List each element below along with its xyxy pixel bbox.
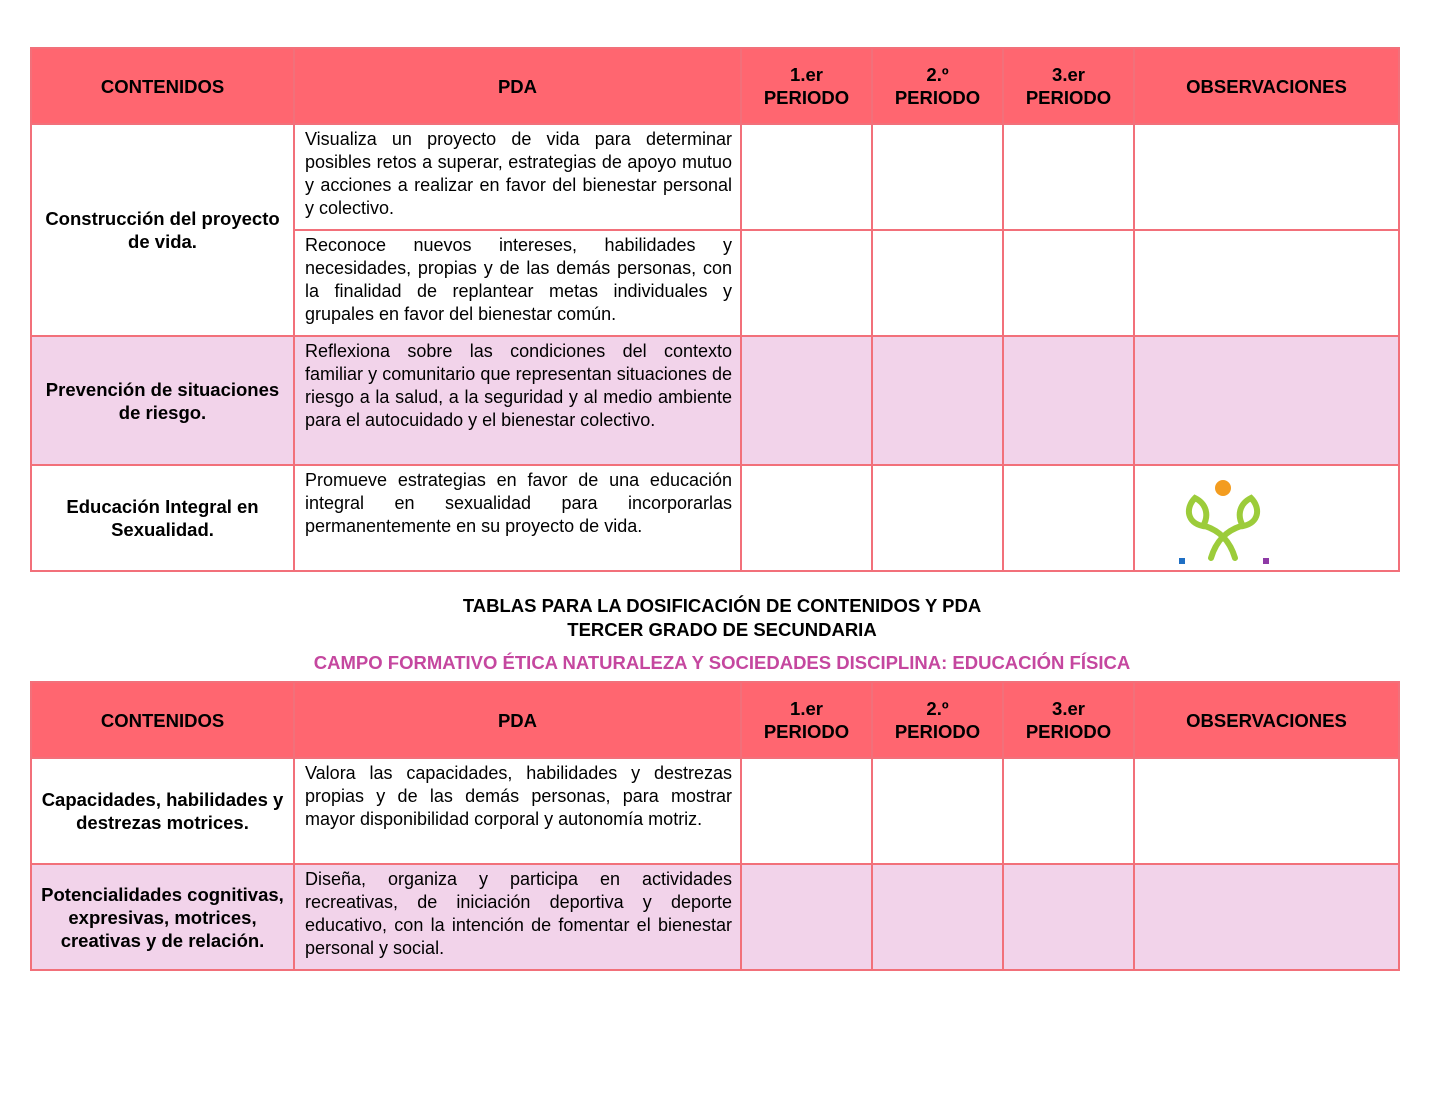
pda-cell: Reflexiona sobre las condiciones del contexto familiar y comunitario que representan situaciones de riesgo a la salud, a la seguridad y al medio ambiente para el autocuidado y el bienestar colectivo. xyxy=(294,336,741,465)
header-contenidos: CONTENIDOS xyxy=(31,48,294,124)
header-periodo-3: 3.er PERIODO xyxy=(1003,682,1134,758)
observaciones-cell[interactable] xyxy=(1134,124,1399,230)
periodo-2-cell[interactable] xyxy=(872,758,1003,864)
sprout-logo-icon xyxy=(1175,478,1275,568)
periodo-1-cell[interactable] xyxy=(741,758,872,864)
pda-cell: Visualiza un proyecto de vida para determinar posibles retos a superar, estrategias de apoyo mutuo y acciones a realizar en favor del bienestar personal y colectivo. xyxy=(294,124,741,230)
header-periodo-2: 2.º PERIODO xyxy=(872,48,1003,124)
periodo-3-cell[interactable] xyxy=(1003,864,1134,970)
header-row xyxy=(31,682,1399,758)
pda-cell: Diseña, organiza y participa en actividades recreativas, de iniciación deportiva y deporte educativo, con la intención de fomentar el bienestar personal y social. xyxy=(294,864,741,970)
title-line-1: TABLAS PARA LA DOSIFICACIÓN DE CONTENIDOS Y PDA xyxy=(462,595,982,616)
header-contenidos: CONTENIDOS xyxy=(31,682,294,758)
header-pda: PDA xyxy=(294,682,741,758)
header-periodo-3: 3.er PERIODO xyxy=(1003,48,1134,124)
header-periodo-1: 1.er PERIODO xyxy=(741,682,872,758)
title-line-2: TERCER GRADO DE SECUNDARIA xyxy=(567,619,877,640)
periodo-2-cell[interactable] xyxy=(872,230,1003,336)
periodo-1-cell[interactable] xyxy=(741,336,872,465)
section-title xyxy=(30,594,1414,642)
observaciones-cell[interactable] xyxy=(1134,230,1399,336)
header-observaciones: OBSERVACIONES xyxy=(1134,48,1399,124)
periodo-3-cell[interactable] xyxy=(1003,465,1134,571)
header-row xyxy=(31,48,1399,124)
dosificacion-table-1 xyxy=(30,47,1400,572)
observaciones-cell[interactable] xyxy=(1134,758,1399,864)
table-row xyxy=(31,124,1399,230)
contenido-cell: Capacidades, habilidades y destrezas motrices. xyxy=(31,758,294,864)
header-periodo-1: 1.er PERIODO xyxy=(741,48,872,124)
periodo-2-cell[interactable] xyxy=(872,864,1003,970)
periodo-1-cell[interactable] xyxy=(741,230,872,336)
dosificacion-table-2 xyxy=(30,681,1400,971)
periodo-1-cell[interactable] xyxy=(741,124,872,230)
table-row xyxy=(31,336,1399,465)
pda-cell: Promueve estrategias en favor de una educación integral en sexualidad para incorporarlas permanentemente en su proyecto de vida. xyxy=(294,465,741,571)
header-pda: PDA xyxy=(294,48,741,124)
campo-formativo-title: CAMPO FORMATIVO ÉTICA NATURALEZA Y SOCIEDADES DISCIPLINA: EDUCACIÓN FÍSICA xyxy=(313,652,1131,673)
periodo-2-cell[interactable] xyxy=(872,465,1003,571)
pda-cell: Reconoce nuevos intereses, habilidades y necesidades, propias y de las demás personas, con la finalidad de replantear metas individuales y grupales en favor del bienestar común. xyxy=(294,230,741,336)
periodo-3-cell[interactable] xyxy=(1003,124,1134,230)
periodo-2-cell[interactable] xyxy=(872,336,1003,465)
contenido-cell: Educación Integral en Sexualidad. xyxy=(31,465,294,571)
header-periodo-2: 2.º PERIODO xyxy=(872,682,1003,758)
contenido-cell: Prevención de situaciones de riesgo. xyxy=(31,336,294,465)
contenido-cell: Potencialidades cognitivas, expresivas, motrices, creativas y de relación. xyxy=(31,864,294,970)
table-row xyxy=(31,864,1399,970)
pda-cell: Valora las capacidades, habilidades y destrezas propias y de las demás personas, para mostrar mayor disponibilidad corporal y autonomía motriz. xyxy=(294,758,741,864)
periodo-2-cell[interactable] xyxy=(872,124,1003,230)
header-observaciones: OBSERVACIONES xyxy=(1134,682,1399,758)
table-row xyxy=(31,758,1399,864)
observaciones-cell[interactable] xyxy=(1134,465,1399,571)
observaciones-cell[interactable] xyxy=(1134,864,1399,970)
periodo-1-cell[interactable] xyxy=(741,465,872,571)
periodo-3-cell[interactable] xyxy=(1003,336,1134,465)
table-row xyxy=(31,465,1399,571)
periodo-3-cell[interactable] xyxy=(1003,230,1134,336)
contenido-cell: Construcción del proyecto de vida. xyxy=(31,124,294,336)
periodo-1-cell[interactable] xyxy=(741,864,872,970)
observaciones-cell[interactable] xyxy=(1134,336,1399,465)
periodo-3-cell[interactable] xyxy=(1003,758,1134,864)
